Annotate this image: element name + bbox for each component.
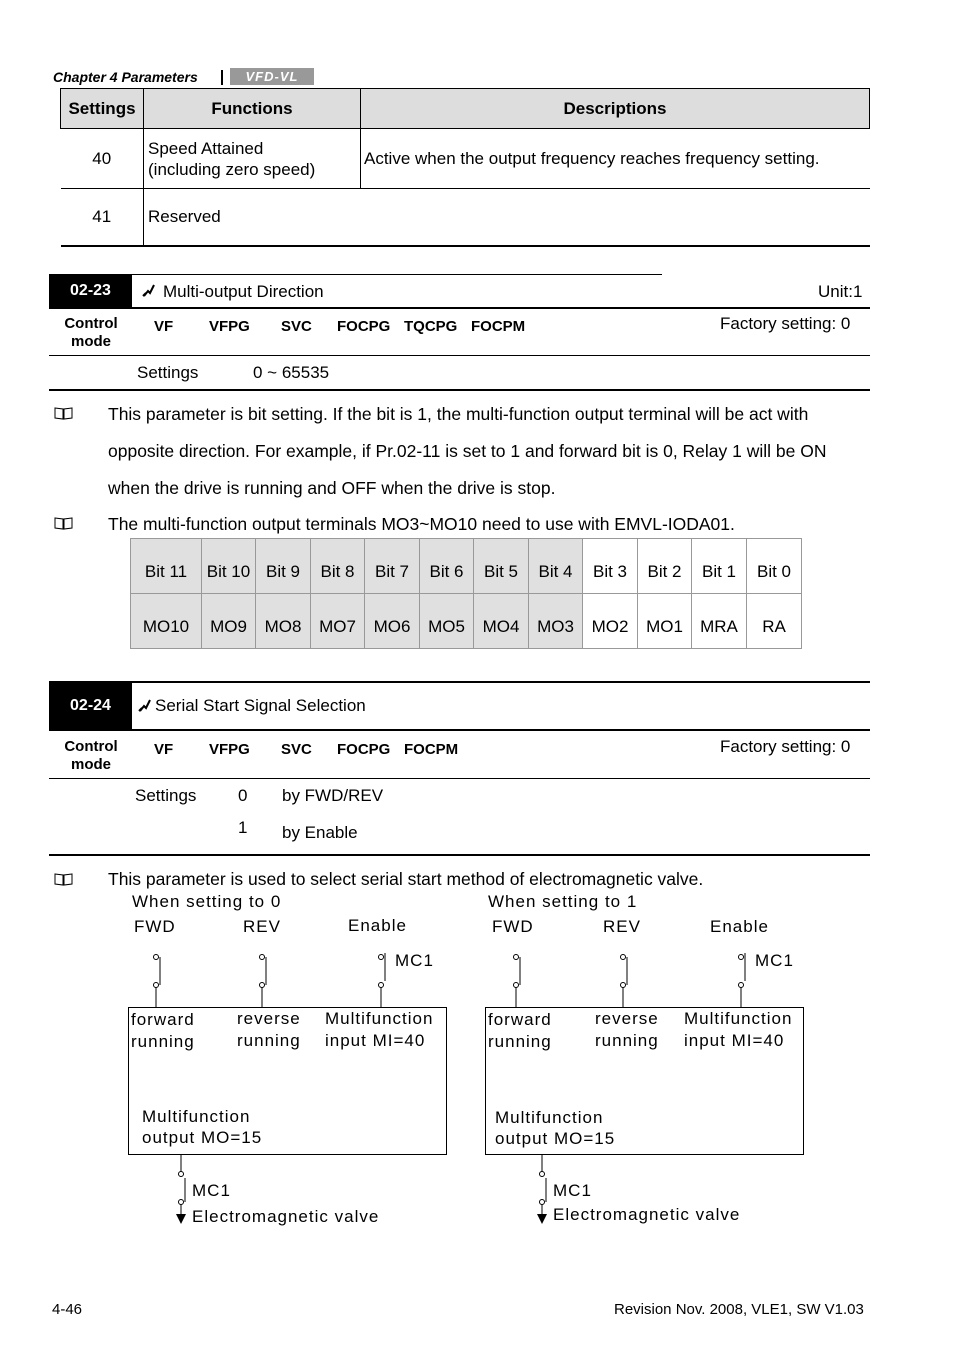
output-cell: MO10 (131, 594, 202, 649)
description-cell: Active when the output frequency reaches frequency setting. (361, 129, 870, 189)
output-contact-arrow (170, 1154, 190, 1226)
output-contact-arrow (531, 1154, 551, 1226)
mode-svc: SVC (281, 741, 312, 758)
multifunction-input-label: Multifunction input MI=40 (684, 1009, 793, 1050)
reverse-running-label: reverse running (595, 1009, 659, 1050)
output-cell: MO5 (420, 594, 474, 649)
output-cell: MO6 (365, 594, 420, 649)
mode-vf: VF (154, 318, 174, 335)
option-label: by Enable (282, 823, 358, 842)
header-divider (221, 70, 223, 85)
param-rule (49, 778, 870, 779)
output-cell: RA (747, 594, 802, 649)
function-cell: Reserved (144, 189, 361, 246)
bit-cell: Bit 6 (420, 539, 474, 594)
mode-focpg: FOCPG (337, 741, 391, 758)
mode-vf: VF (154, 741, 174, 758)
edit-anytime-icon (142, 282, 156, 303)
option-value: 1 (238, 818, 248, 837)
bit-cell: Bit 2 (638, 539, 692, 594)
forward-running-label: forward running (488, 1010, 552, 1051)
book-icon (54, 872, 73, 886)
mode-focpg: FOCPG (337, 318, 391, 335)
table-row (61, 189, 870, 246)
param-rule (49, 355, 870, 356)
param-unit-0223: Unit:1 (818, 282, 863, 301)
switch-contacts (140, 945, 400, 1009)
option-value: 0 (238, 786, 248, 805)
bit-cell: Bit 0 (747, 539, 802, 594)
setting-cell: 41 (61, 189, 144, 246)
revision-info: Revision Nov. 2008, VLE1, SW V1.03 (614, 1301, 864, 1318)
output-cell: MO3 (529, 594, 583, 649)
mode-focpm: FOCPM (404, 741, 459, 758)
output-cell: MO2 (583, 594, 638, 649)
product-logo: VFD-VL (230, 68, 314, 85)
diagram-title: When setting to 1 (488, 892, 638, 911)
bit-row (131, 539, 802, 594)
bit-cell: Bit 4 (529, 539, 583, 594)
output-cell: MO8 (256, 594, 311, 649)
param-top-rule (49, 274, 662, 275)
function-line-2: (including zero speed) (148, 159, 316, 179)
output-cell: MO1 (638, 594, 692, 649)
enable-label: Enable (710, 917, 769, 936)
bit-map-table (130, 538, 802, 649)
col-descriptions-header: Descriptions (361, 89, 870, 129)
param-name-0224: Serial Start Signal Selection (155, 696, 366, 715)
reverse-running-label: reverse running (237, 1009, 301, 1050)
switch-contacts (500, 945, 760, 1009)
valve-label: Electromagnetic valve (192, 1207, 380, 1226)
diagram-title: When setting to 0 (132, 892, 282, 911)
functions-table (60, 88, 870, 247)
mc1-output-label: MC1 (553, 1181, 592, 1200)
chapter-title: Chapter 4 Parameters (53, 69, 198, 85)
fwd-label: FWD (492, 917, 534, 936)
control-mode-label: Control mode (64, 315, 118, 350)
enable-label: Enable (348, 916, 407, 935)
description-cell (361, 189, 870, 246)
rev-label: REV (603, 917, 641, 936)
param-rule (49, 854, 870, 856)
control-mode-label: Control mode (64, 738, 118, 773)
settings-label: Settings (135, 786, 197, 805)
bit-cell: Bit 9 (256, 539, 311, 594)
edit-anytime-icon (138, 697, 152, 718)
output-cell: MO9 (202, 594, 256, 649)
note-paragraph: This parameter is used to select serial start method of electromagnetic valve. (108, 869, 704, 889)
note-paragraph: The multi-function output terminals MO3~MO10 need to use with EMVL-IODA01. (108, 514, 735, 534)
valve-label: Electromagnetic valve (553, 1205, 741, 1224)
output-cell: MRA (692, 594, 747, 649)
option-label: by FWD/REV (282, 786, 384, 805)
function-cell (144, 129, 361, 189)
col-settings-header: Settings (61, 89, 144, 129)
book-icon (54, 516, 73, 530)
rev-label: REV (243, 917, 281, 936)
mode-svc: SVC (281, 318, 312, 335)
param-rule (49, 307, 870, 309)
setting-cell: 40 (61, 129, 144, 189)
mc1-contact-label: MC1 (755, 951, 794, 970)
table-row (61, 129, 870, 189)
bit-cell: Bit 7 (365, 539, 420, 594)
mode-tqcpg: TQCPG (404, 318, 458, 335)
mc1-contact-label: MC1 (395, 951, 434, 970)
output-row (131, 594, 802, 649)
mc1-output-label: MC1 (192, 1181, 231, 1200)
param-top-rule (49, 681, 870, 683)
settings-label: Settings (137, 363, 199, 382)
page-number: 4-46 (52, 1301, 83, 1318)
multifunction-output-label: Multifunction output MO=15 (495, 1108, 616, 1148)
fwd-label: FWD (134, 917, 176, 936)
bit-cell: Bit 11 (131, 539, 202, 594)
output-cell: MO4 (474, 594, 529, 649)
param-name-0223: Multi-output Direction (163, 282, 324, 301)
bit-cell: Bit 1 (692, 539, 747, 594)
param-code-0224: 02-24 (49, 682, 132, 730)
mode-focpm: FOCPM (471, 318, 526, 335)
mode-vfpg: VFPG (209, 741, 250, 758)
settings-range: 0 ~ 65535 (253, 363, 330, 382)
param-rule (49, 389, 870, 391)
factory-setting: Factory setting: 0 (720, 737, 851, 756)
forward-running-label: forward running (131, 1010, 195, 1051)
bit-cell: Bit 5 (474, 539, 529, 594)
mode-vfpg: VFPG (209, 318, 250, 335)
param-rule (49, 729, 870, 731)
note-paragraph: This parameter is bit setting. If the bit is 1, the multi-function output terminal will be act with opposite direction. For example, if Pr.02-11 is set to 1 and forward bit is 0, Relay 1 will be ON when the drive is running and OFF when the drive is stop. (108, 404, 827, 498)
param-code-0223: 02-23 (49, 274, 132, 308)
book-icon (54, 406, 73, 420)
multifunction-output-label: Multifunction output MO=15 (142, 1107, 263, 1147)
bit-cell: Bit 3 (583, 539, 638, 594)
factory-setting: Factory setting: 0 (720, 314, 851, 333)
output-cell: MO7 (311, 594, 365, 649)
multifunction-input-label: Multifunction input MI=40 (325, 1009, 434, 1050)
bit-cell: Bit 10 (202, 539, 256, 594)
col-functions-header: Functions (144, 89, 361, 129)
function-line-1: Speed Attained (148, 138, 264, 158)
bit-cell: Bit 8 (311, 539, 365, 594)
